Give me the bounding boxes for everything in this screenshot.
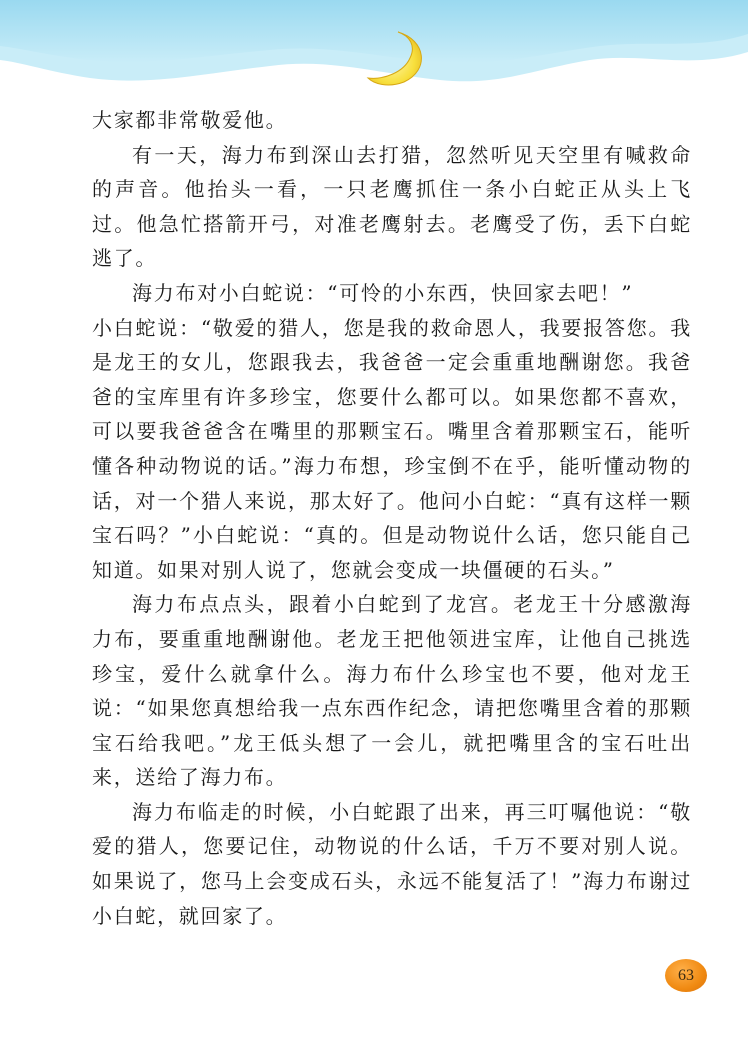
document-body	[92, 103, 692, 933]
paragraph: 海力布点点头，跟着小白蛇到了龙宫。老龙王十分感激海力布，要重重地酬谢他。老龙王把他领进宝库，让他自己挑选珍宝，爱什么就拿什么。海力布什么珍宝也不要，他对龙王说：“如果您真想给我一点东西作纪念，请把您嘴里含着的那颗宝石给我吧。”龙王低头想了一会儿，就把嘴里含的宝石吐出来，送给了海力布。	[92, 592, 692, 790]
paragraph: 有一天，海力布到深山去打猎，忽然听见天空里有喊救命的声音。他抬头一看，一只老鹰抓住一条小白蛇正从头上飞过。他急忙搭箭开弓，对准老鹰射去。老鹰受了伤，丢下白蛇逃了。	[92, 142, 692, 271]
paragraph: 海力布对小白蛇说：“可怜的小东西，快回家去吧！”	[132, 280, 634, 305]
paragraph: 大家都非常敬爱他。	[92, 108, 288, 132]
paragraph: 小白蛇说：“敬爱的猎人，您是我的救命恩人，我要报答您。我是龙王的女儿，您跟我去，我爸爸一定会重重地酬谢您。我爸爸的宝库里有许多珍宝，您要什么都可以。如果您都不喜欢，可以要我爸爸含在嘴里的那颗宝石。嘴里含着那颗宝石，能听懂各种动物说的话。”海力布想，珍宝倒不在乎，能听懂动物的话，对一个猎人来说，那太好了。他问小白蛇：“真有这样一颗宝石吗？”小白蛇说：“真的。但是动物说什么话，您只能自己知道。如果对别人说了，您就会变成一块僵硬的石头。”	[92, 315, 692, 582]
paragraph: 海力布临走的时候，小白蛇跟了出来，再三叮嘱他说：“敬爱的猎人，您要记住，动物说的什么话，千万不要对别人说。如果说了，您马上会变成石头，永远不能复活了！”海力布谢过小白蛇，就回家了。	[92, 799, 692, 928]
page-number-badge	[665, 959, 707, 992]
header-banner	[0, 0, 748, 110]
page-number: 63	[678, 966, 694, 984]
